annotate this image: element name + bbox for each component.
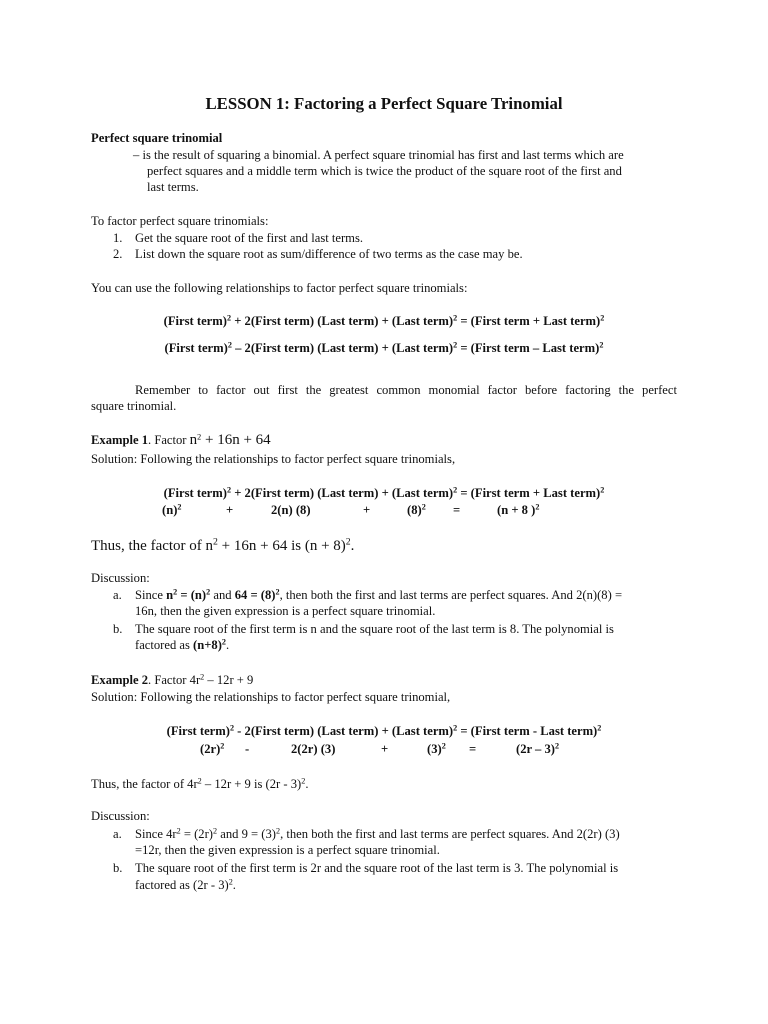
example-1-discussion-b-cont: factored as $(n+8)^2$.	[135, 637, 230, 652]
example-2-discussion-b: The square root of the first term is 2r and the square root of the last term is 3. The polynomial is	[135, 861, 619, 875]
example-2-result: (2r – 3)$^2$	[516, 741, 560, 756]
example-1-op-2: +	[363, 503, 371, 517]
example-2-term-2: 2(2r) (3)	[291, 742, 336, 756]
example-1-equals: =	[453, 503, 461, 517]
reminder-line-1: Remember to factor out first the greatest common monomial factor before factoring the perfect	[135, 383, 677, 397]
step-text: Get the square root of the first and last terms.	[135, 231, 364, 245]
step-item	[113, 230, 363, 246]
step-number: 2.	[113, 247, 123, 261]
step-item	[113, 246, 523, 262]
example-2-term-1: $(2r)^2$	[200, 741, 225, 756]
page-title: LESSON 1: Factoring a Perfect Square Trinomial	[205, 94, 563, 113]
example-1-discussion-a: Since $n^2 = (n)^2$ and $64 = (8)^2$, then both the first and last terms are perfect squares. And 2(n)(8) =	[135, 587, 623, 602]
example-1-term-1: $(n)^2$	[162, 502, 182, 517]
discussion-marker: a.	[113, 588, 122, 602]
formula-difference: (First term)$^2$ – 2(First term) (Last term) + (Last term)$^2$ = (First term – Last term)$^2$	[164, 340, 604, 355]
example-1-term-2: 2(n) (8)	[271, 503, 311, 517]
definition-line-3: last terms.	[147, 180, 199, 194]
example-2-heading: Example 2. Factor $4r^2 - 12r + 9$	[91, 672, 254, 687]
example-1-solution: Solution: Following the relationships to factor perfect square trinomials,	[91, 452, 456, 466]
relationships-intro: You can use the following relationships to factor perfect square trinomials:	[91, 281, 468, 295]
step-text: List down the square root as sum/difference of two terms as the case may be.	[135, 247, 523, 261]
definition-line-1: – is the result of squaring a binomial. A perfect square trinomial has first and last terms which are	[133, 148, 624, 162]
formula-sum: (First term)$^2$ + 2(First term) (Last term) + (Last term)$^2$ = (First term + Last term)$^2$	[163, 313, 605, 328]
example-1-thus: Thus, the factor of $n^2 + 16n + 64$ is $(n + 8)^2$.	[91, 536, 355, 554]
example-1-heading: Example 1. Factor $n^2 + 16n + 64$	[91, 432, 271, 448]
example-2-discussion-a: Since $4r^2 = (2r)^2$ and $9 = (3)^2$, then both the first and last terms are perfect squares. And 2(2r) (3)	[135, 826, 620, 841]
example-1-discussion-a-cont: 16n, then the given expression is a perfect square trinomial.	[135, 604, 436, 618]
example-2-formula: (First term)$^2$ - 2(First term) (Last term) + (Last term)$^2$ = (First term - Last term)$^2$	[166, 723, 602, 738]
example-2-discussion-b-cont: factored as (2r - 3)$^2$.	[135, 877, 236, 892]
example-2-op-1: -	[245, 742, 250, 756]
example-2-equals: =	[469, 742, 477, 756]
reminder-line-2: square trinomial.	[91, 399, 177, 413]
definition-line-2: perfect squares and a middle term which is twice the product of the square root of the first and	[147, 164, 622, 178]
example-2-discussion-a-cont: =12r, then the given expression is a perfect square trinomial.	[135, 843, 440, 857]
step-number: 1.	[113, 231, 123, 245]
example-2-term-3: $(3)^2$	[427, 741, 446, 756]
definition-heading: Perfect square trinomial	[91, 131, 223, 145]
discussion-marker: b.	[113, 622, 123, 636]
discussion-marker: a.	[113, 827, 122, 841]
steps-intro: To factor perfect square trinomials:	[91, 214, 269, 228]
example-1-discussion-b: The square root of the first term is n and the square root of the last term is 8. The polynomial is	[135, 622, 614, 636]
example-2-op-2: +	[381, 742, 389, 756]
example-2-thus: Thus, the factor of $4r^2 - 12r + 9$ is (2r - 3)$^2$.	[91, 776, 309, 791]
example-1-result: (n + 8 )$^2$	[497, 502, 540, 517]
example-2-discussion-heading: Discussion:	[91, 809, 150, 823]
example-1-formula: (First term)$^2$ + 2(First term) (Last term) + (Last term)$^2$ = (First term + Last term)$^2$	[163, 485, 605, 500]
example-1-op-1: +	[226, 503, 234, 517]
example-1-discussion-heading: Discussion:	[91, 571, 150, 585]
example-1-term-3: $(8)^2$	[407, 502, 426, 517]
discussion-marker: b.	[113, 861, 123, 875]
example-2-solution: Solution: Following the relationships to factor perfect square trinomial,	[91, 690, 451, 704]
